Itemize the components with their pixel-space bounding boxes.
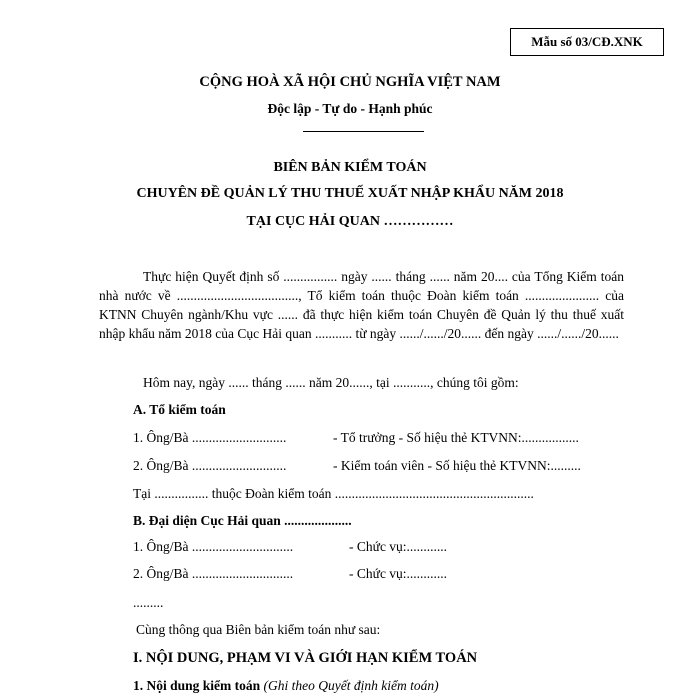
section-b-member2-name: 2. Ông/Bà .............................. [133, 566, 294, 581]
motto-underline [303, 131, 424, 132]
section-b-member2-role: - Chức vụ:............ [349, 566, 448, 581]
section-i-heading: I. NỘI DUNG, PHẠM VI VÀ GIỚI HẠN KIỂM TOÁN [133, 650, 478, 666]
subsection-1-heading [133, 678, 439, 694]
section-b-heading: B. Đại diện Cục Hải quan .................... [133, 513, 352, 528]
section-a-member1-name: 1. Ông/Bà ............................ [133, 430, 287, 445]
document-location-title: TẠI CỤC HẢI QUAN …………… [246, 214, 454, 229]
subsection-1-label: 1. Nội dung kiểm toán [133, 678, 261, 693]
section-a-location: Tại ................ thuộc Đoàn kiểm toán ........................................................... [133, 486, 534, 501]
section-b-member1-name: 1. Ông/Bà .............................. [133, 539, 294, 554]
section-a-member1-role: - Tổ trưởng - Số hiệu thẻ KTVNN:................. [333, 430, 579, 445]
subsection-1-note: (Ghi theo Quyết định kiểm toán) [263, 678, 439, 693]
motto: Độc lập - Tự do - Hạnh phúc [267, 101, 433, 116]
document-title: BIÊN BẢN KIỂM TOÁN [273, 160, 427, 175]
section-b-more: ......... [133, 595, 164, 610]
today-line: Hôm nay, ngày ...... tháng ...... năm 20......, tại ..........., chúng tôi gồm: [143, 375, 519, 390]
document-subtitle: CHUYÊN ĐỀ QUẢN LÝ THU THUẾ XUẤT NHẬP KHẨU NĂM 2018 [136, 186, 564, 201]
form-code: Mẫu số 03/CĐ.XNK [531, 34, 643, 49]
intro-paragraph: Thực hiện Quyết định số ................ ngày ...... tháng ...... năm 20.... của Tổng Kiểm toán nhà nước về ...................................., Tổ kiểm toán thuộc Đoàn kiểm toán ...................... của KTNN Chuyên ngành/Khu vực ...... đã thực hiện kiểm toán Chuyên đề Quản lý thu thuế xuất nhập khẩu năm 2018 của Cục Hải quan ........... từ ngày ....../....../20...... đến ngày ....../....../20...... [99, 269, 624, 341]
form-code-box [510, 28, 664, 56]
section-b-member1-role: - Chức vụ:............ [349, 539, 448, 554]
section-a-member2-role: - Kiểm toán viên - Số hiệu thẻ KTVNN:......... [333, 458, 581, 473]
nation-heading: CỘNG HOÀ XÃ HỘI CHỦ NGHĨA VIỆT NAM [199, 74, 501, 90]
section-a-member2-name: 2. Ông/Bà ............................ [133, 458, 287, 473]
section-a-heading: A. Tổ kiểm toán [133, 402, 226, 417]
agree-line: Cùng thông qua Biên bản kiểm toán như sau: [136, 622, 381, 637]
